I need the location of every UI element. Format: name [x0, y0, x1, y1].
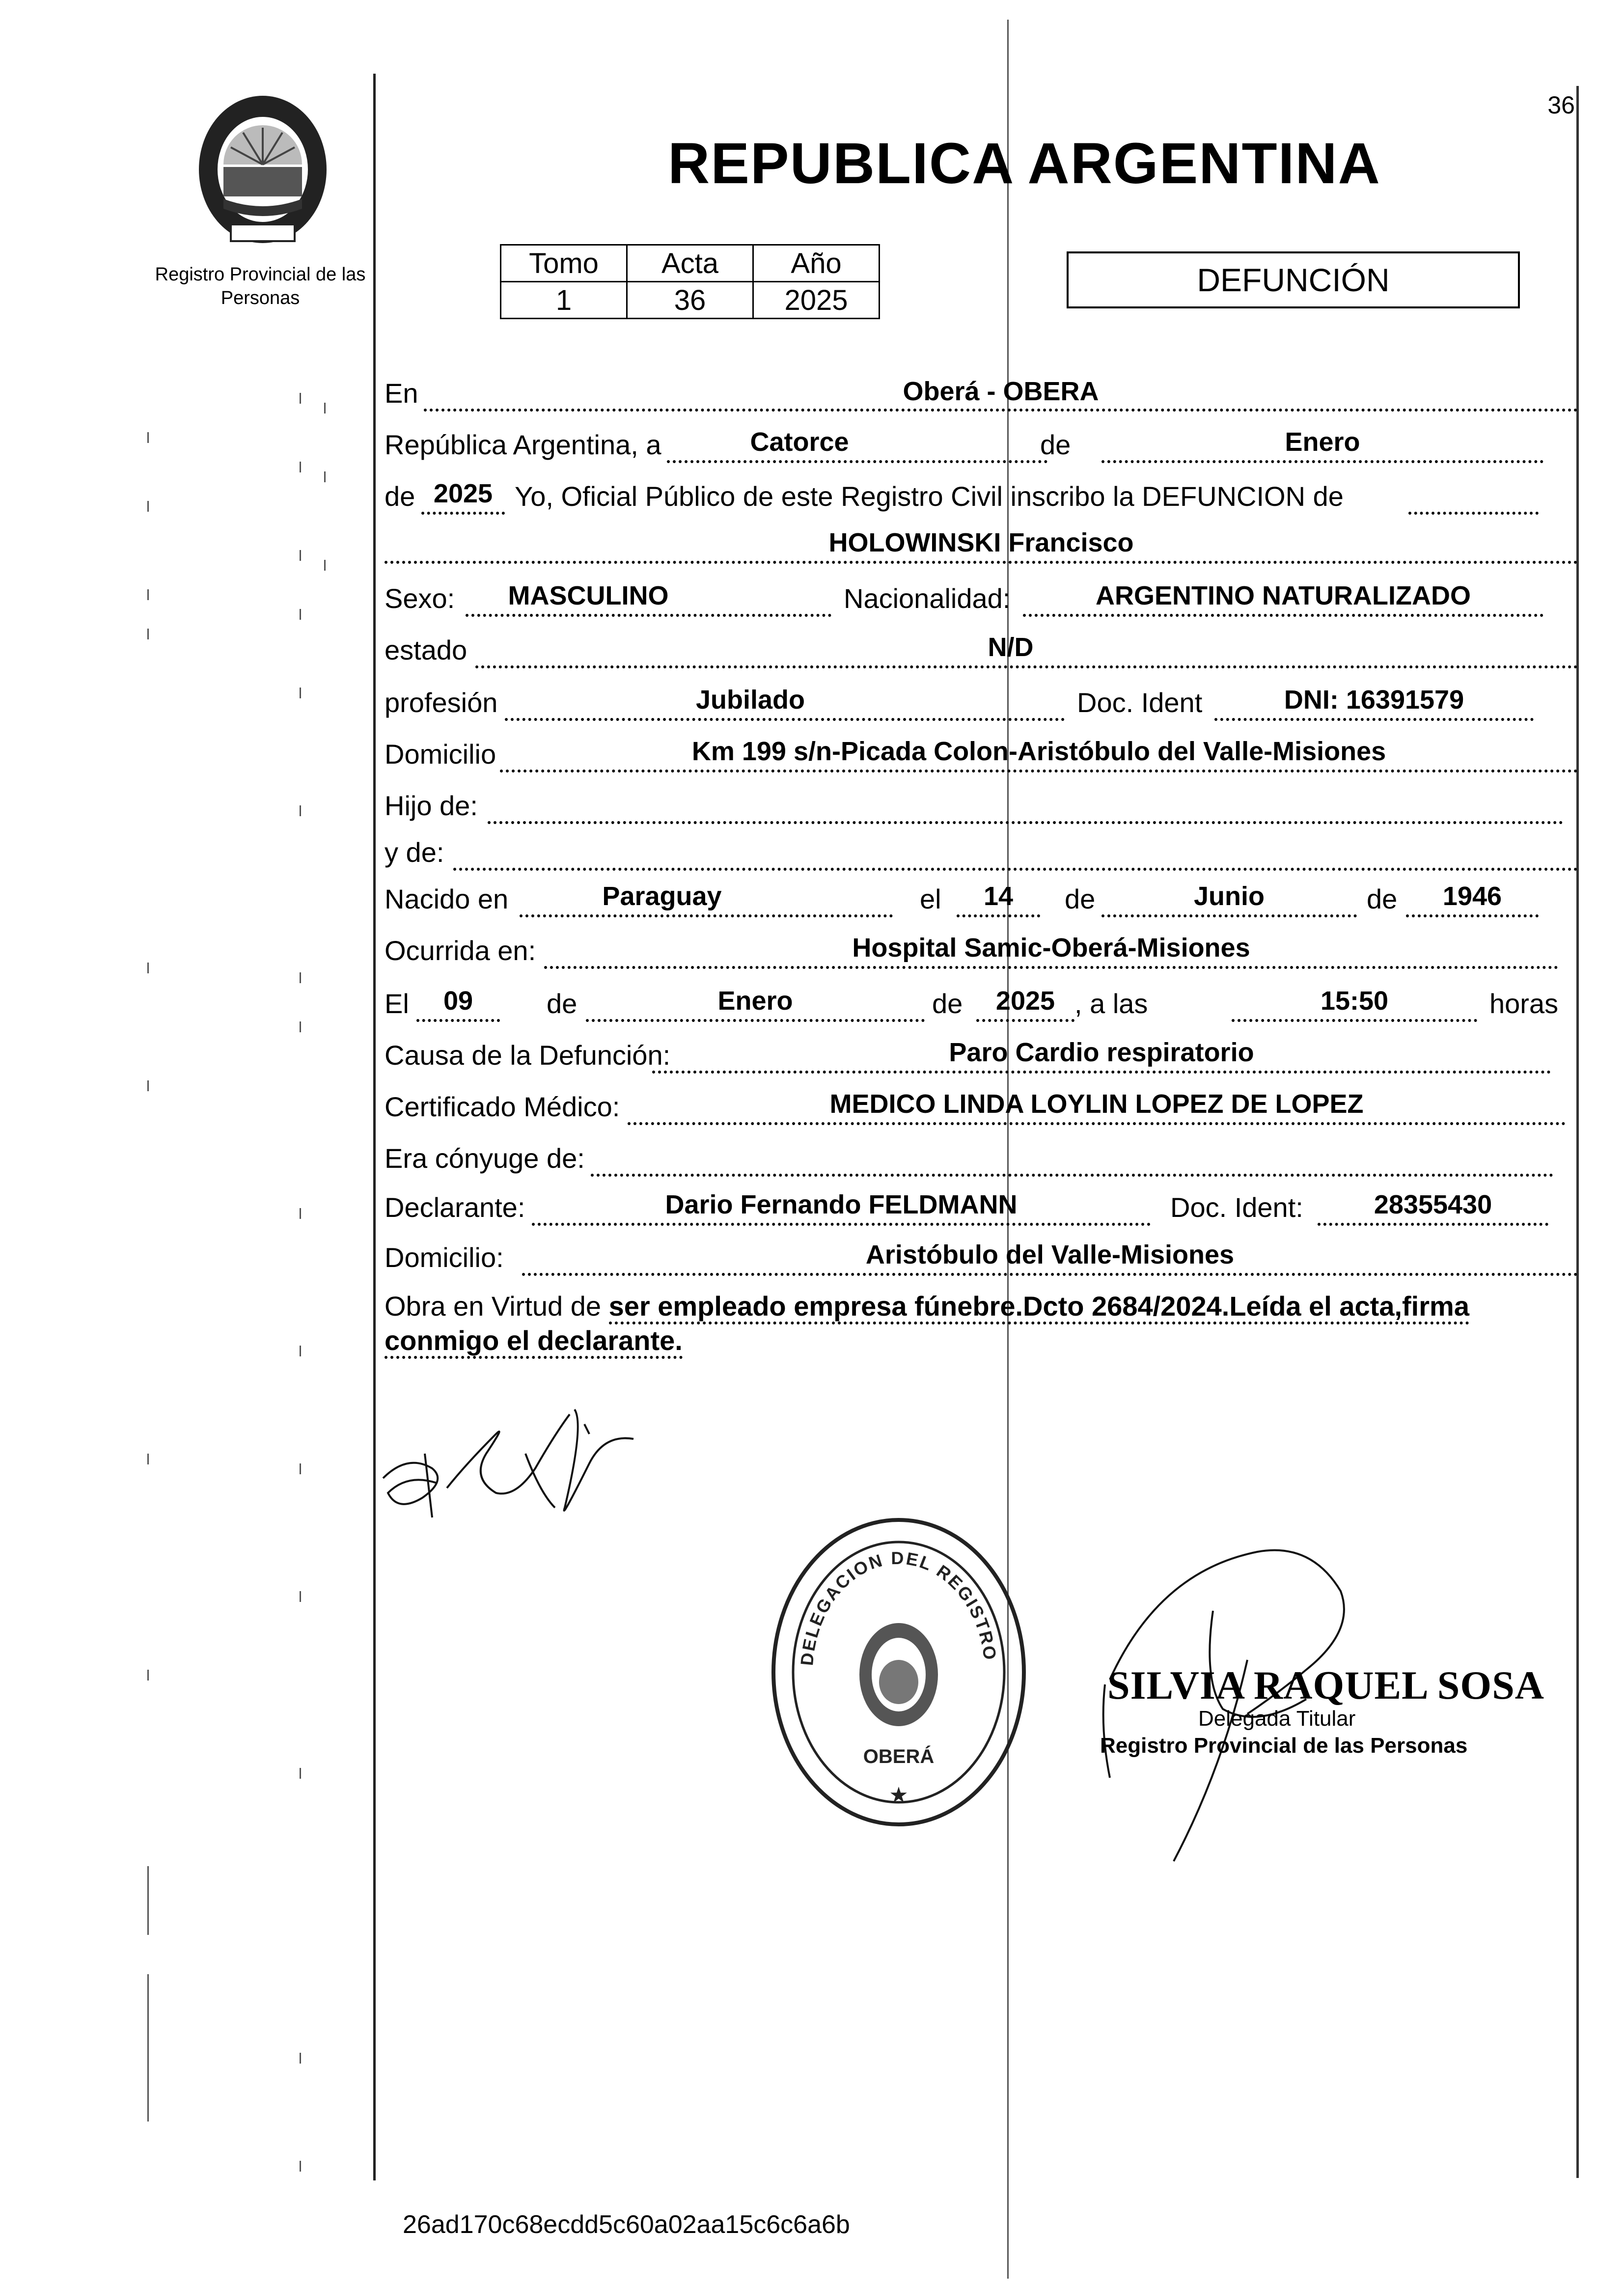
- sexo-label: Sexo:: [385, 583, 455, 614]
- causa-label: Causa de la Defunción:: [385, 1040, 671, 1071]
- declarant-signature: [378, 1395, 673, 1542]
- fecha-de1-label: de: [547, 988, 578, 1019]
- fecha-month: Enero: [717, 986, 793, 1016]
- row-domicilio-declarante: [385, 1238, 1578, 1284]
- domicilio-declarante-value: Aristóbulo del Valle-Misiones: [865, 1240, 1235, 1269]
- conyuge-fill: [591, 1144, 1553, 1177]
- doc-ident-label: Doc. Ident: [1077, 687, 1203, 718]
- republica-label: República Argentina, a: [385, 429, 661, 460]
- anio-value: 2025: [433, 479, 493, 508]
- de-anio-label: de: [385, 481, 415, 512]
- row-certificado: [385, 1087, 1578, 1133]
- doc-declarante-value: 28355430: [1374, 1190, 1492, 1219]
- deceased-name: HOLOWINSKI Francisco: [828, 528, 1134, 557]
- row-declarante: [385, 1187, 1578, 1234]
- fecha-de2-label: de: [932, 988, 963, 1019]
- nacido-label: Nacido en: [385, 883, 509, 914]
- fecha-year: 2025: [995, 986, 1055, 1016]
- record-type-box: DEFUNCIÓN: [1067, 251, 1520, 308]
- left-border-line: [373, 74, 376, 2180]
- fecha-day: 09: [443, 986, 473, 1016]
- estado-label: estado: [385, 634, 468, 665]
- y-de-label: y de:: [385, 837, 444, 868]
- declarante-value: Dario Fernando FELDMANN: [665, 1190, 1018, 1219]
- acta-header: Acta: [627, 245, 753, 282]
- document-hash: 26ad170c68ecdd5c60a02aa15c6c6a6b: [403, 2210, 850, 2239]
- profesion-value: Jubilado: [695, 685, 805, 715]
- profesion-label: profesión: [385, 687, 498, 718]
- doc-ident-value: DNI: 16391579: [1284, 685, 1464, 715]
- row-hijo: [385, 786, 1578, 832]
- tomo-header: Tomo: [501, 245, 627, 282]
- row-nacido: [385, 879, 1578, 926]
- provincia-misiones-logo: [189, 86, 336, 248]
- nacido-de1-label: de: [1065, 883, 1096, 914]
- page-number: 36: [1547, 91, 1575, 119]
- certificado-label: Certificado Médico:: [385, 1091, 620, 1122]
- obra-paragraph: [385, 1289, 1578, 1358]
- hijo-de-fill: [488, 792, 1563, 824]
- tomo-value: 1: [501, 282, 627, 319]
- en-label: En: [385, 378, 418, 409]
- inscribo-fill: [1408, 482, 1539, 515]
- fecha-a-las-label: , a las: [1074, 988, 1148, 1019]
- row-profesion: [385, 683, 1578, 729]
- nacido-place: Paraguay: [602, 882, 722, 911]
- registry-label: Registro Provincial de las Personas: [155, 264, 366, 308]
- republica-value: Catorce: [750, 427, 849, 457]
- row-republica: [385, 425, 1578, 471]
- nacido-day: 14: [983, 882, 1014, 911]
- anio-header: Año: [753, 245, 880, 282]
- nacido-de2-label: de: [1367, 883, 1398, 914]
- certificado-value: MEDICO LINDA LOYLIN LOPEZ DE LOPEZ: [829, 1089, 1364, 1119]
- fecha-time: 15:50: [1320, 986, 1389, 1016]
- svg-text:★: ★: [889, 1783, 908, 1807]
- y-de-fill: [453, 838, 1578, 871]
- row-nombre: [385, 525, 1578, 572]
- sexo-value: MASCULINO: [508, 581, 669, 610]
- row-sexo: [385, 579, 1578, 625]
- domicilio-declarante-label: Domicilio:: [385, 1242, 504, 1273]
- nacido-el-label: el: [920, 883, 941, 914]
- official-title: Delegada Titular: [1198, 1707, 1356, 1731]
- hijo-de-label: Hijo de:: [385, 790, 478, 821]
- acta-value: 36: [627, 282, 753, 319]
- row-en: [385, 373, 1578, 420]
- official-name: SILVIA RAQUEL SOSA: [1107, 1663, 1545, 1708]
- row-y-de: [385, 832, 1578, 879]
- domicilio-label: Domicilio: [385, 739, 496, 770]
- mes-value: Enero: [1285, 427, 1360, 457]
- nacionalidad-value: ARGENTINO NATURALIZADO: [1096, 581, 1471, 610]
- fecha-horas-label: horas: [1489, 988, 1559, 1019]
- nacido-year: 1946: [1442, 882, 1502, 911]
- ocurrida-value: Hospital Samic-Oberá-Misiones: [852, 933, 1250, 963]
- record-table: [500, 244, 880, 319]
- row-causa: [385, 1035, 1578, 1082]
- page-title: REPUBLICA ARGENTINA: [668, 131, 1381, 196]
- fecha-el-label: El: [385, 988, 409, 1019]
- en-value: Oberá - OBERA: [903, 377, 1099, 406]
- row-conyuge: [385, 1138, 1578, 1185]
- obra-label: Obra en Virtud de: [385, 1291, 602, 1322]
- anio-value: 2025: [753, 282, 880, 319]
- inscribo-text: Yo, Oficial Público de este Registro Civil inscribo la DEFUNCION de: [515, 481, 1344, 512]
- ocurrida-label: Ocurrida en:: [385, 935, 536, 966]
- declarante-label: Declarante:: [385, 1192, 525, 1223]
- conyuge-label: Era cónyuge de:: [385, 1143, 585, 1174]
- row-estado: [385, 630, 1578, 677]
- causa-value: Paro Cardio respiratorio: [949, 1038, 1254, 1067]
- obra-value: ser empleado empresa fúnebre.Dcto 2684/2024.Leída el acta,firma conmigo el declarante.: [385, 1291, 1469, 1359]
- row-domicilio: [385, 734, 1578, 781]
- seal-text: DELEGACION DEL REGISTRO: [797, 1547, 1001, 1667]
- nacido-month: Junio: [1194, 882, 1265, 911]
- row-inscribo: [385, 476, 1578, 523]
- domicilio-value: Km 199 s/n-Picada Colon-Aristóbulo del Valle-Misiones: [691, 737, 1386, 766]
- row-ocurrida: [385, 931, 1578, 977]
- de-mes-label: de: [1040, 429, 1071, 460]
- row-fecha: [385, 984, 1578, 1030]
- estado-value: N/D: [988, 633, 1034, 662]
- official-seal: [766, 1513, 1031, 1832]
- nacionalidad-label: Nacionalidad:: [844, 583, 1011, 614]
- official-office: Registro Provincial de las Personas: [1100, 1734, 1468, 1758]
- doc-declarante-label: Doc. Ident:: [1170, 1192, 1303, 1223]
- seal-city: OBERÁ: [863, 1746, 935, 1767]
